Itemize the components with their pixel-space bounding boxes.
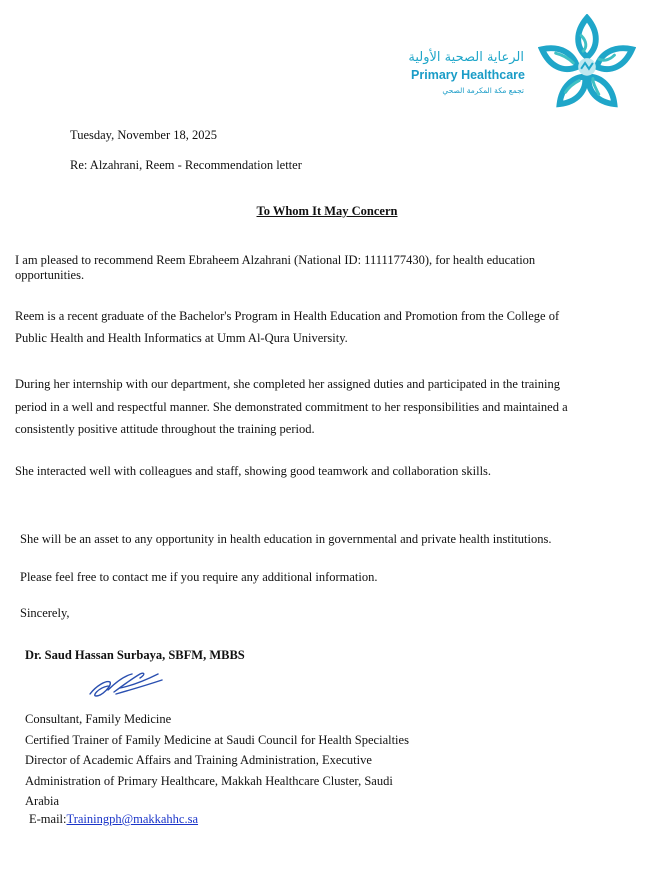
email-link[interactable]: Trainingph@makkahhc.sa <box>66 812 199 826</box>
logo-arabic-subtitle: تجمع مكة المكرمة الصحي <box>442 86 524 95</box>
paragraph-line: Public Health and Health Informatics at Umm Al-Qura University. <box>15 331 348 345</box>
paragraph-internship <box>15 373 568 441</box>
paragraph-recommendation <box>15 253 535 283</box>
signer-name: Dr. Saud Hassan Surbaya, SBFM, MBBS <box>25 648 245 662</box>
re-line: Re: Alzahrani, Reem - Recommendation letter <box>70 158 302 172</box>
subject-heading: To Whom It May Concern <box>256 204 398 218</box>
signer-title-line: Arabia <box>25 794 60 809</box>
signer-title-line: Certified Trainer of Family Medicine at Saudi Council for Health Specialties <box>25 732 409 747</box>
logo-english-name: Primary Healthcare <box>411 68 525 82</box>
paragraph-contact: Please feel free to contact me if you require any additional information. <box>20 570 378 584</box>
email-label: E-mail: <box>29 812 67 826</box>
paragraph-line: I am pleased to recommend Reem Ebraheem Alzahrani (National ID: 1111177430), for health education <box>15 253 536 267</box>
paragraph-asset: She will be an asset to any opportunity in health education in governmental and private health institutions. <box>20 532 552 546</box>
paragraph-line: opportunities. <box>15 268 85 282</box>
paragraph-line: consistently positive attitude throughout the training period. <box>15 422 315 436</box>
closing: Sincerely, <box>20 606 70 620</box>
handwritten-signature <box>86 668 166 702</box>
paragraph-line: period in a well and respectful manner. She demonstrated commitment to her responsibilities and maintained a <box>15 399 568 414</box>
email-line <box>29 812 198 827</box>
signer-title-line: Director of Academic Affairs and Training Administration, Executive <box>25 753 372 768</box>
logo-arabic-name: الرعاية الصحية الأولية <box>408 50 524 65</box>
signer-title-line: Administration of Primary Healthcare, Makkah Healthcare Cluster, Saudi <box>25 773 393 788</box>
paragraph-line: During her internship with our department, she completed her assigned duties and participated in the training <box>15 377 560 391</box>
letter-date: Tuesday, November 18, 2025 <box>70 128 217 142</box>
star-logo-icon <box>538 14 636 108</box>
paragraph-teamwork: She interacted well with colleagues and staff, showing good teamwork and collaboration skills. <box>15 464 492 478</box>
signer-title-line: Consultant, Family Medicine <box>25 712 172 726</box>
paragraph-education <box>15 305 559 349</box>
paragraph-line: Reem is a recent graduate of the Bachelor's Program in Health Education and Promotion from the College of <box>15 309 560 323</box>
signer-titles <box>25 709 409 812</box>
